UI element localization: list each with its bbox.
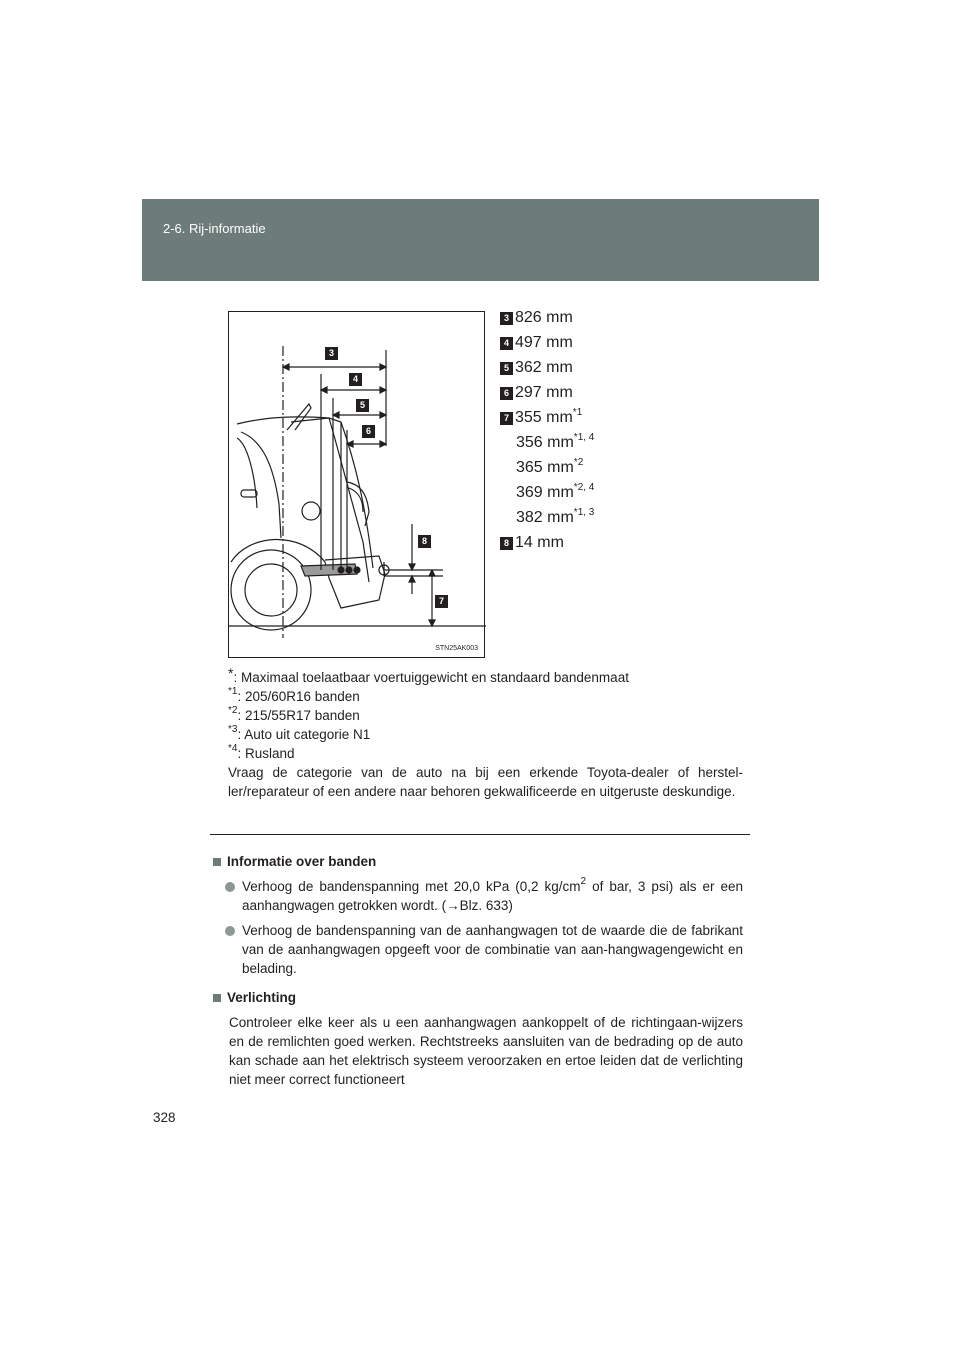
- spec-row-6: [500, 380, 594, 405]
- spec-footnote-ref: *2: [573, 457, 584, 468]
- footnote-mark: *1: [228, 686, 238, 697]
- footnote-mark: *4: [228, 743, 238, 754]
- tire-bullet-1: Verhoog de bandenspanning met 20,0 kPa (0,2 $kg/cm^2$ of bar, 3 psi) als er een aanhangwagen getrokken wordt. (→Blz. 633): [213, 877, 743, 915]
- callout-6: 6: [362, 425, 375, 438]
- spec-value: 382 mm: [516, 509, 574, 526]
- circle-bullet-icon: [225, 882, 235, 892]
- spec-row-7: [500, 405, 594, 430]
- section-header: [142, 199, 819, 281]
- page-number: 328: [153, 1110, 176, 1125]
- spec-footnote-ref: *2, 4: [573, 482, 595, 493]
- square-bullet-icon: [213, 994, 221, 1002]
- section-divider: [210, 834, 750, 835]
- spec-footnote-ref: *1, 4: [573, 432, 595, 443]
- spec-value: 365 mm: [516, 459, 574, 476]
- spec-badge: 7: [500, 412, 513, 425]
- footnote-mark: *3: [228, 724, 238, 735]
- fuel-cap: [302, 502, 320, 520]
- spec-row-4: [500, 330, 594, 355]
- lighting-heading: Verlichting: [213, 988, 743, 1007]
- callout-3: 3: [325, 347, 338, 360]
- square-bullet-icon: [213, 858, 221, 866]
- footnotes: [228, 665, 743, 801]
- spec-badge: 5: [500, 362, 513, 375]
- spec-footnote-ref: *1, 3: [573, 507, 595, 518]
- spec-value: 826 mm: [515, 309, 573, 326]
- footnote: *: Maximaal toelaatbaar voertuiggewicht en standaard bandenmaat: [228, 665, 629, 685]
- spec-value: 369 mm: [516, 484, 574, 501]
- spec-footnote-ref: *1: [572, 407, 583, 418]
- lighting-section: [213, 988, 743, 1089]
- spec-row-7-alt: [500, 455, 594, 480]
- door-handle: [241, 490, 257, 497]
- towbar-dimension-figure: [228, 311, 485, 658]
- footnote: $^{*2}$: 215/55R17 banden: [228, 705, 360, 723]
- spec-badge: 3: [500, 312, 513, 325]
- tire-bullet-2: Verhoog de bandenspanning van de aanhangwagen tot de waarde die de fabrikant van de aanhangwagen opgeeft voor de combinatie van aan-hangwagengewicht en belading.: [213, 921, 743, 978]
- tire-info-heading: Informatie over banden: [213, 852, 743, 871]
- spec-value: 297 mm: [515, 384, 573, 401]
- footnote: $^{*3}$: Auto uit categorie N1: [228, 724, 371, 742]
- spec-value: 362 mm: [515, 359, 573, 376]
- spec-row-7-alt: [500, 480, 594, 505]
- figure-code: STN25AK003: [435, 645, 478, 652]
- spec-value: 14 mm: [515, 534, 564, 551]
- circle-bullet-icon: [225, 926, 235, 936]
- spec-value: 497 mm: [515, 334, 573, 351]
- spec-row-8: [500, 530, 594, 555]
- section-title: 2-6. Rij-informatie: [163, 221, 266, 236]
- footnote: $^{*4}$: Rusland: [228, 743, 295, 761]
- spec-value: 356 mm: [516, 434, 574, 451]
- spec-badge: 8: [500, 537, 513, 550]
- spec-row-7-alt: [500, 430, 594, 455]
- spec-badge: 4: [500, 337, 513, 350]
- spec-badge: 6: [500, 387, 513, 400]
- dimension-list: [500, 305, 594, 555]
- footnote-mark: *2: [228, 705, 238, 716]
- dealer-note: Vraag de categorie van de auto na bij een erkende Toyota-dealer of herstel-ler/reparateur of een andere naar behoren gekwalificeerde en uitgeruste deskundige.: [228, 765, 743, 799]
- callout-7: 7: [435, 595, 448, 608]
- spec-row-3: [500, 305, 594, 330]
- tire-info-section: [213, 852, 743, 978]
- spec-value: 355 mm: [515, 409, 573, 426]
- callout-5: 5: [356, 399, 369, 412]
- footnote-mark: *: [228, 665, 234, 681]
- callout-8: 8: [418, 535, 431, 548]
- spec-row-7-alt: [500, 505, 594, 530]
- callout-4: 4: [349, 373, 362, 386]
- footnote: $^{*1}$: 205/60R16 banden: [228, 686, 360, 704]
- lighting-text: Controleer elke keer als u een aanhangwagen aankoppelt of de richtingaan-wijzers en de remlichten goed werken. Rechtstreeks aansluiten van de bedrading op de auto kan schade aan het elektrisch systeem veroorzaken en ertoe leiden dat de verlichting niet meer correct functioneert: [229, 1015, 743, 1087]
- rear-wheel: [231, 550, 311, 630]
- spec-row-5: [500, 355, 594, 380]
